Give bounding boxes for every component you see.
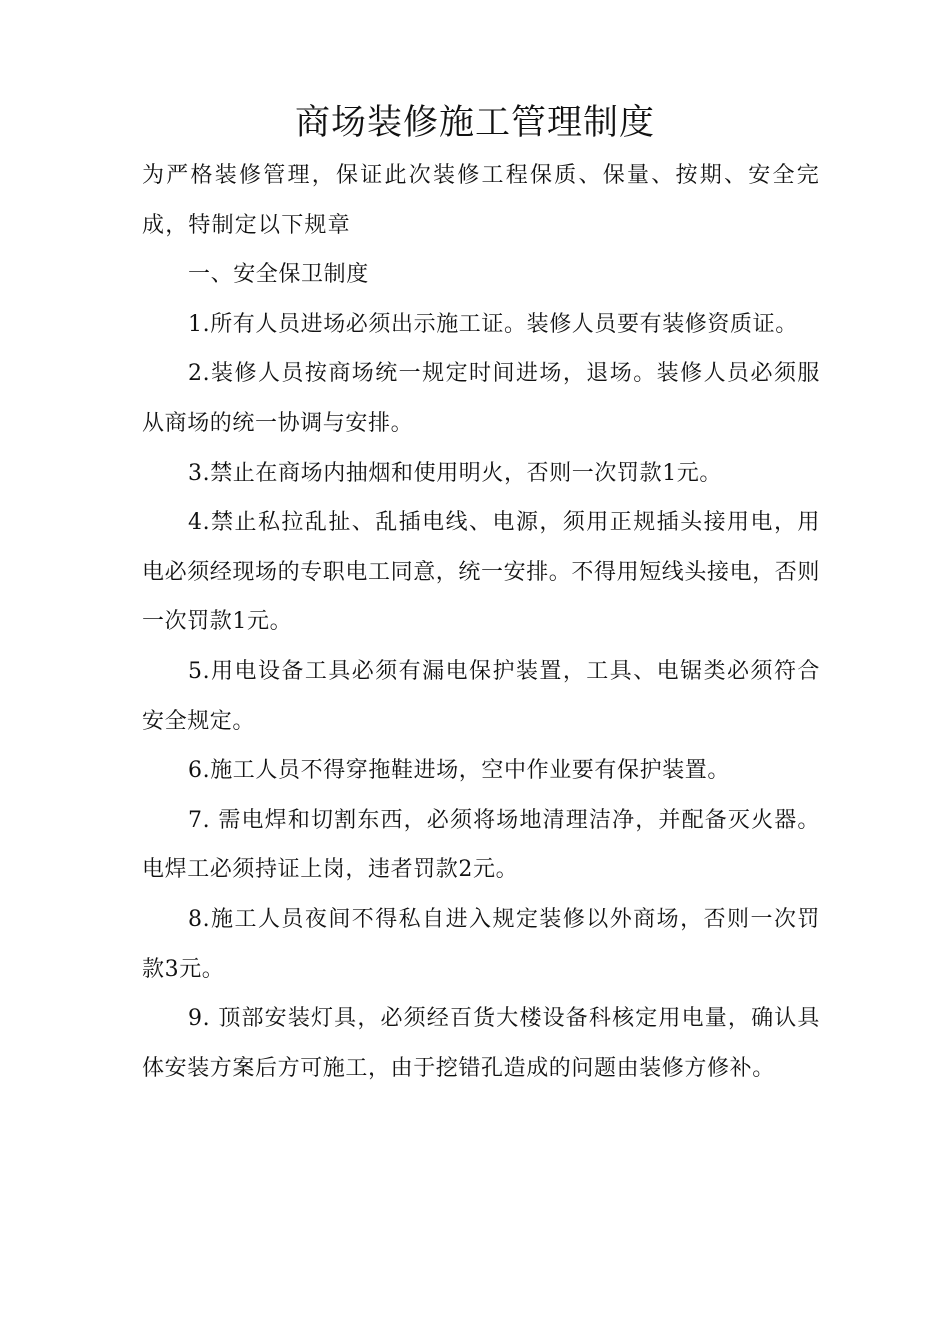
section-heading: 一、安全保卫制度 xyxy=(188,262,369,288)
rule-item-2: 2.装修人员按商场统一规定时间进场，退场。装修人员必须服从商场的统一协调与安排。 xyxy=(142,361,820,436)
rule-item-4: 4.禁止私拉乱扯、乱插电线、电源，须用正规插头接用电，用电必须经现场的专职电工同意，统一安排。不得用短线头接电，否则一次罚款1元。 xyxy=(142,510,821,635)
rule-item-9: 9. 顶部安装灯具，必须经百货大楼设备科核定用电量，确认具体安装方案后方可施工，由于挖错孔造成的问题由装修方修补。 xyxy=(142,1006,820,1081)
rule-item-1: 1.所有人员进场必须出示施工证。装修人员要有装修资质证。 xyxy=(188,311,798,337)
document-title: 商场装修施工管理制度 xyxy=(294,103,655,143)
intro-paragraph: 为严格装修管理，保证此次装修工程保质、保量、按期、安全完成，特制定以下规章 xyxy=(142,163,820,238)
document-body xyxy=(142,151,820,1093)
rule-item-3: 3.禁止在商场内抽烟和使用明火，否则一次罚款1元。 xyxy=(188,460,722,486)
rule-item-5: 5.用电设备工具必须有漏电保护装置，工具、电锯类必须符合安全规定。 xyxy=(142,658,820,734)
rule-item-8: 8.施工人员夜间不得私自进入规定装修以外商场，否则一次罚款3元。 xyxy=(142,906,820,982)
rule-item-6: 6.施工人员不得穿拖鞋进场，空中作业要有保护装置。 xyxy=(188,758,730,784)
rule-item-7: 7. 需电焊和切割东西，必须将场地清理洁净，并配备灭火器。电焊工必须持证上岗，违者罚款2元。 xyxy=(142,807,820,883)
